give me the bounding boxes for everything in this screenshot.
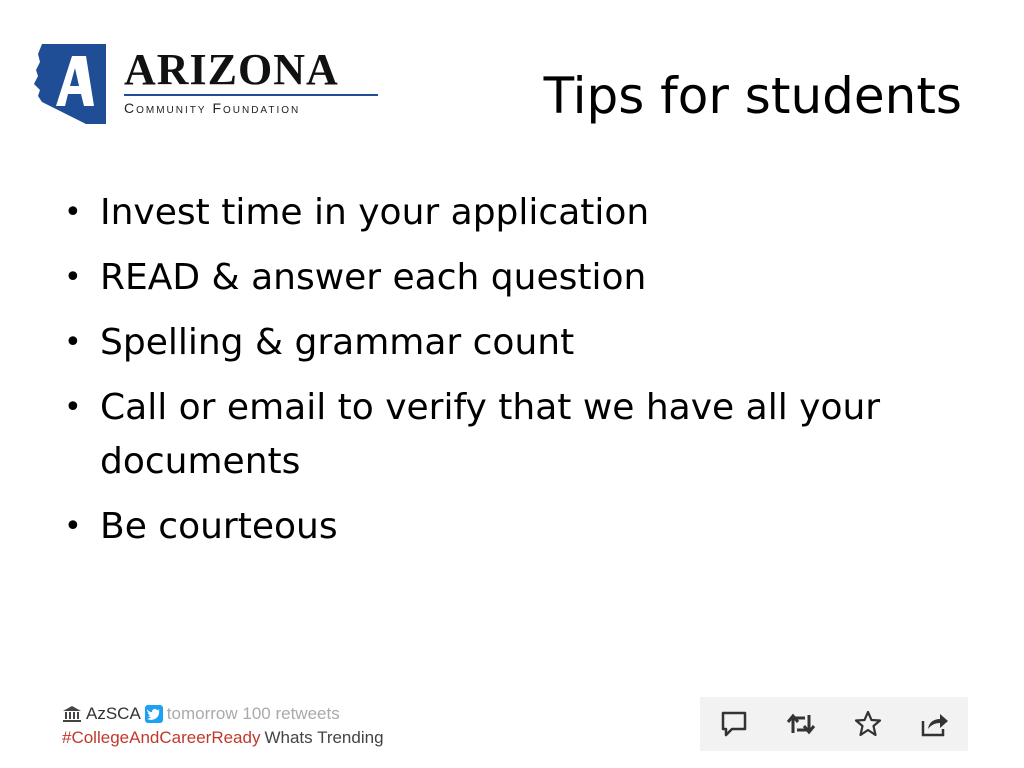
tweet-hashtag[interactable]: #CollegeAndCareerReady <box>62 728 261 747</box>
favorite-button[interactable] <box>848 704 888 744</box>
retweet-button[interactable] <box>781 704 821 744</box>
tweet-account[interactable]: AzSCA <box>86 704 141 723</box>
share-icon <box>919 709 951 739</box>
share-button[interactable] <box>915 704 955 744</box>
bullet-item <box>60 316 960 370</box>
reply-button[interactable] <box>714 704 754 744</box>
favorite-star-icon <box>853 709 883 739</box>
bullet-item <box>60 381 960 489</box>
bullet-text: Invest time in your application <box>100 192 650 233</box>
tweet-meta: tomorrow 100 retweets <box>166 704 340 723</box>
arizona-state-shape-icon <box>34 40 114 128</box>
bullet-text: Call or email to verify that we have all your documents <box>100 387 881 482</box>
twitter-icon <box>145 705 163 723</box>
bullet-icon: • <box>64 195 82 230</box>
retweet-icon <box>785 709 817 739</box>
bullet-icon: • <box>64 260 82 295</box>
tweet-trend-text: Whats Trending <box>264 728 384 747</box>
tweet-footer <box>62 702 388 750</box>
logo-wordmark: ARIZONA <box>124 45 339 94</box>
bullet-icon: • <box>64 509 82 544</box>
institution-icon <box>62 705 82 723</box>
bullet-item <box>60 251 960 305</box>
slide-title: Tips for students <box>543 67 962 125</box>
bullet-item <box>60 500 960 554</box>
logo-divider <box>124 94 378 96</box>
bullet-item <box>60 186 960 240</box>
tweet-header <box>62 702 388 726</box>
tweet-body <box>62 726 388 750</box>
bullet-icon: • <box>64 325 82 360</box>
tweet-action-bar <box>700 697 968 751</box>
bullet-text: READ & answer each question <box>100 257 647 298</box>
bullet-list <box>60 186 960 565</box>
arizona-community-foundation-logo <box>34 40 384 128</box>
logo-subtitle: Community Foundation <box>124 100 301 116</box>
bullet-icon: • <box>64 390 82 425</box>
reply-icon <box>719 709 749 739</box>
bullet-text: Spelling & grammar count <box>100 322 575 363</box>
bullet-text: Be courteous <box>100 506 338 547</box>
